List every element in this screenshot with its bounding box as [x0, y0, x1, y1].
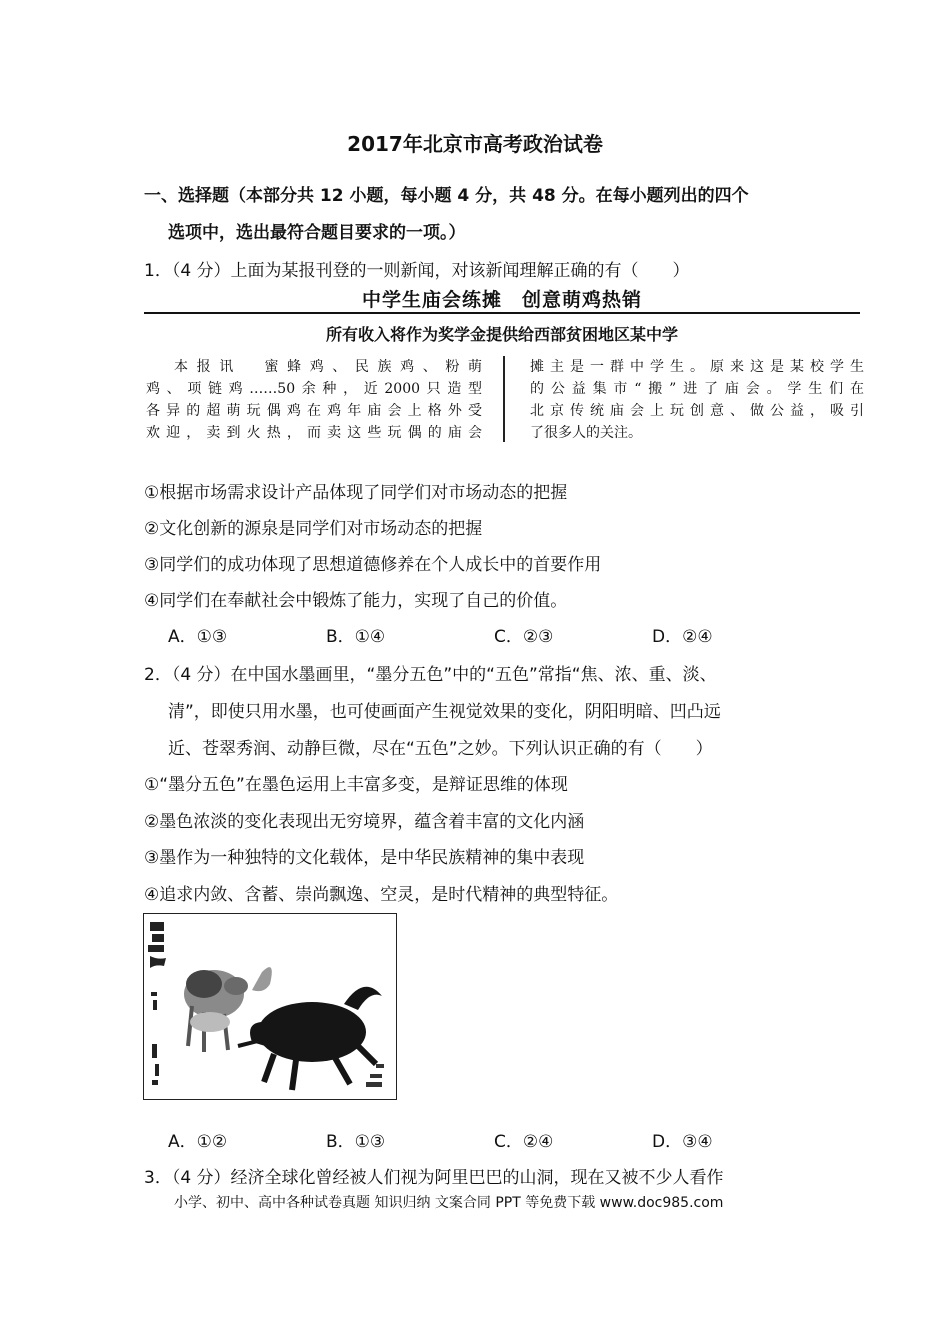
news-column-right — [530, 356, 864, 444]
news-right-line: 北京传统庙会上玩创意、做公益，吸引 — [530, 403, 864, 419]
question-2-stem: 2．（4 分）在中国水墨画里，“墨分五色”中的“五色”常指“焦、浓、重、淡、 — [144, 665, 717, 685]
q2-statement-3: ③墨作为一种独特的文化载体，是中华民族精神的集中表现 — [144, 848, 585, 868]
news-divider-rule — [144, 312, 860, 314]
q2-option-a[interactable]: A．①② — [168, 1132, 228, 1152]
q1-option-c[interactable]: C．②③ — [494, 627, 554, 647]
section-heading-continued: 选项中，选出最符合题目要求的一项。） — [168, 223, 466, 243]
q1-statement-2: ②文化创新的源泉是同学们对市场动态的把握 — [144, 519, 483, 539]
q1-option-a[interactable]: A．①③ — [168, 627, 228, 647]
news-headline: 中学生庙会练摊 创意萌鸡热销 — [361, 289, 642, 311]
q1-option-b[interactable]: B．①④ — [326, 627, 386, 647]
news-right-line: 摊主是一群中学生。原来这是某校学生 — [530, 359, 864, 375]
q2-option-d[interactable]: D．③④ — [652, 1132, 713, 1152]
q2-option-b[interactable]: B．①③ — [326, 1132, 386, 1152]
q1-option-d[interactable]: D．②④ — [652, 627, 713, 647]
q1-statement-1: ①根据市场需求设计产品体现了同学们对市场动态的把握 — [144, 483, 568, 503]
question-2-stem-line-2: 清”，即使只用水墨，也可使画面产生视觉效果的变化，阴阳明暗、凹凸远 — [168, 702, 721, 722]
question-3-stem: 3．（4 分）经济全球化曾经被人们视为阿里巴巴的山洞，现在又被不少人看作 — [144, 1168, 724, 1188]
q2-statement-2: ②墨色浓淡的变化表现出无穷境界，蕴含着丰富的文化内涵 — [144, 812, 585, 832]
q2-statement-1: ①“墨分五色”在墨色运用上丰富多变，是辩证思维的体现 — [144, 775, 568, 795]
page-title: 2017年北京市高考政治试卷 — [347, 132, 603, 156]
news-left-line: 鸡、项链鸡……50余种，近2000只造型 — [146, 381, 482, 397]
section-heading: 一、选择题（本部分共 12 小题，每小题 4 分，共 48 分。在每小题列出的四个 — [144, 186, 749, 206]
news-left-line: 本报讯 蜜蜂鸡、民族鸡、粉萌 — [174, 359, 482, 375]
news-subheadline: 所有收入将作为奖学金提供给西部贫困地区某中学 — [325, 325, 678, 344]
ink-painting-figure — [143, 913, 397, 1100]
news-right-line: 的公益集市“搬”进了庙会。学生们在 — [530, 381, 864, 397]
news-left-line: 各异的超萌玩偶鸡在鸡年庙会上格外受 — [146, 403, 482, 419]
q2-statement-4: ④追求内敛、含蓄、崇尚飘逸、空灵，是时代精神的典型特征。 — [144, 885, 619, 905]
news-right-line: 了很多人的关注。 — [530, 425, 642, 441]
news-left-line: 欢迎，卖到火热，而卖这些玩偶的庙会 — [146, 425, 482, 441]
ink-cattle-illustration — [144, 914, 396, 1099]
q2-option-c[interactable]: C．②④ — [494, 1132, 554, 1152]
q1-statement-3: ③同学们的成功体现了思想道德修养在个人成长中的首要作用 — [144, 555, 602, 575]
news-column-left — [146, 356, 482, 444]
q1-statement-4: ④同学们在奉献社会中锻炼了能力，实现了自己的价值。 — [144, 591, 568, 611]
news-column-divider — [503, 356, 505, 442]
question-1-stem: 1．（4 分）上面为某报刊登的一则新闻，对该新闻理解正确的有（ ） — [144, 261, 690, 281]
page-footer: 小学、初中、高中各种试卷真题 知识归纳 文案合同 PPT 等免费下载 www.doc985.com — [174, 1195, 724, 1211]
question-2-stem-line-3: 近、苍翠秀润、动静巨微，尽在“五色”之妙。下列认识正确的有（ ） — [168, 739, 713, 759]
